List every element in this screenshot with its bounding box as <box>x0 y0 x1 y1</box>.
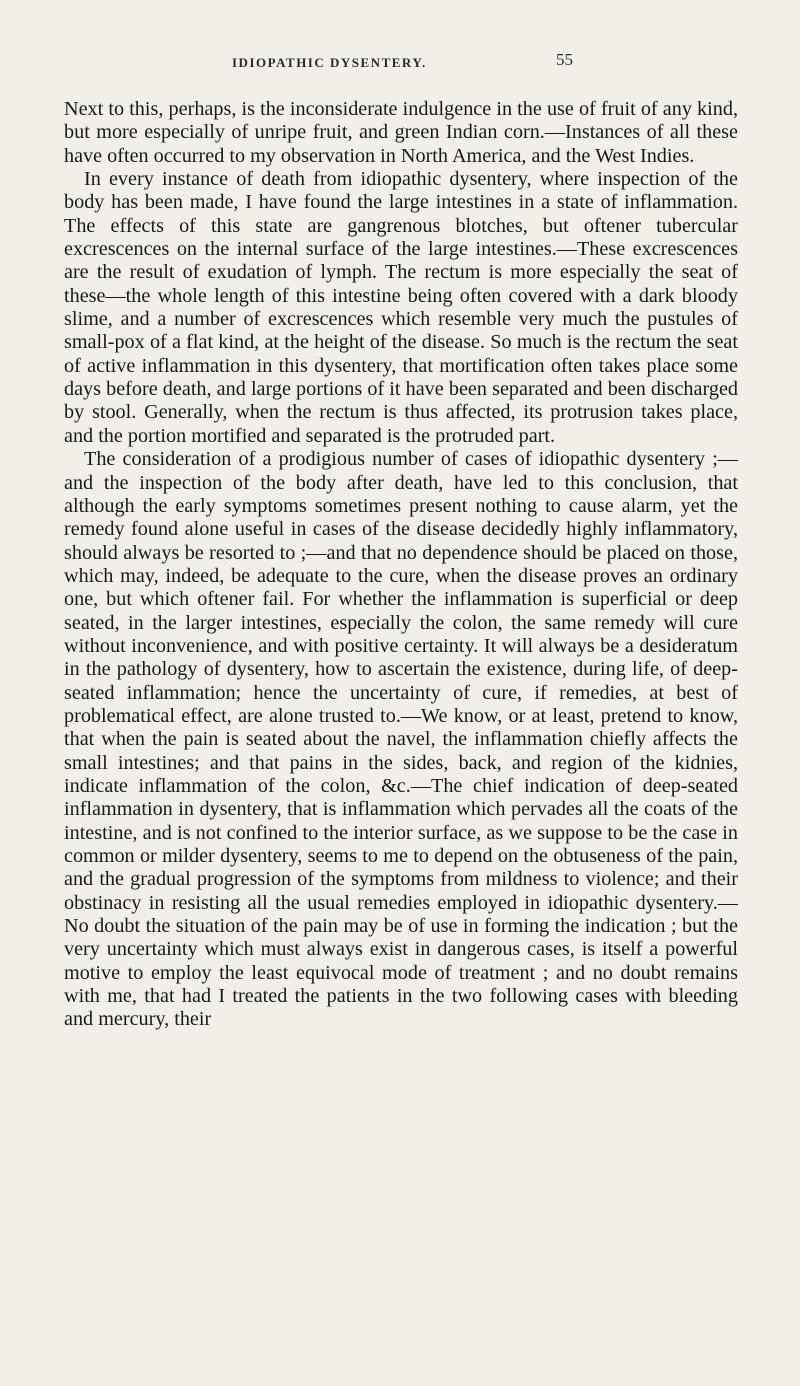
paragraph-1: Next to this, perhaps, is the inconsiderate indulgence in the use of fruit of any kind, but more especially of unripe fruit, and green Indian corn.—Instances of all these have often occurred to my observation in North America, and the West Indies. <box>64 98 738 167</box>
running-head-title: IDIOPATHIC DYSENTERY. <box>232 55 427 70</box>
paragraph-3: The consideration of a prodigious number of cases of idiopathic dysentery ;—and the inspection of the body after death, have led to this conclusion, that although the early symptoms sometimes present nothing to cause alarm, yet the remedy found alone useful in cases of the disease decidedly highly inflammatory, should always be resorted to ;—and that no dependence should be placed on those, which may, indeed, be adequate to the cure, when the disease proves an ordinary one, but which oftener fail. For whether the inflammation is superficial or deep seated, in the larger intestines, especially the colon, the same remedy will cure without inconvenience, and with positive certainty. It will always be a desideratum in the pathology of dysentery, how to ascertain the existence, during life, of deep-seated inflammation; hence the uncertainty of cure, if remedies, at best of problematical effect, are alone trusted to.—We know, or at least, pretend to know, that when the pain is seated about the navel, the inflammation chiefly affects the small intestines; and that pains in the sides, back, and region of the kidnies, indicate inflammation of the colon, &c.—The chief indication of deep-seated inflammation in dysentery, that is inflammation which pervades all the coats of the intestine, and is not confined to the interior surface, as we suppose to be the case in common or milder dysentery, seems to me to depend on the obtuseness of the pain, and the gradual progression of the symptoms from mildness to violence; and their obstinacy in resisting all the usual remedies employed in idiopathic dysentery.—No doubt the situation of the pain may be of use in forming the indication ; but the very uncertainty which must always exist in dangerous cases, is itself a powerful motive to employ the least equivocal mode of treatment ; and no doubt remains with me, that had I treated the patients in the two following cases with bleeding and mercury, their <box>64 448 738 1031</box>
page-number: 55 <box>556 50 573 69</box>
body-text <box>64 98 738 1032</box>
paragraph-2: In every instance of death from idiopathic dysentery, where inspection of the body has been made, I have found the large intestines in a state of inflammation. The effects of this state are gangrenous blotches, but oftener tubercular excrescences on the internal surface of the large intestines.—These excrescences are the result of exudation of lymph. The rectum is more especially the seat of these—the whole length of this intestine being often covered with a dark bloody slime, and a number of excrescences which resemble very much the pustules of small-pox of a flat kind, at the height of the disease. So much is the rectum the seat of active inflammation in this dysentery, that mortification often takes place some days before death, and large portions of it have been separated and been discharged by stool. Generally, when the rectum is thus affected, its protrusion takes place, and the portion mortified and separated is the protruded part. <box>64 168 738 447</box>
